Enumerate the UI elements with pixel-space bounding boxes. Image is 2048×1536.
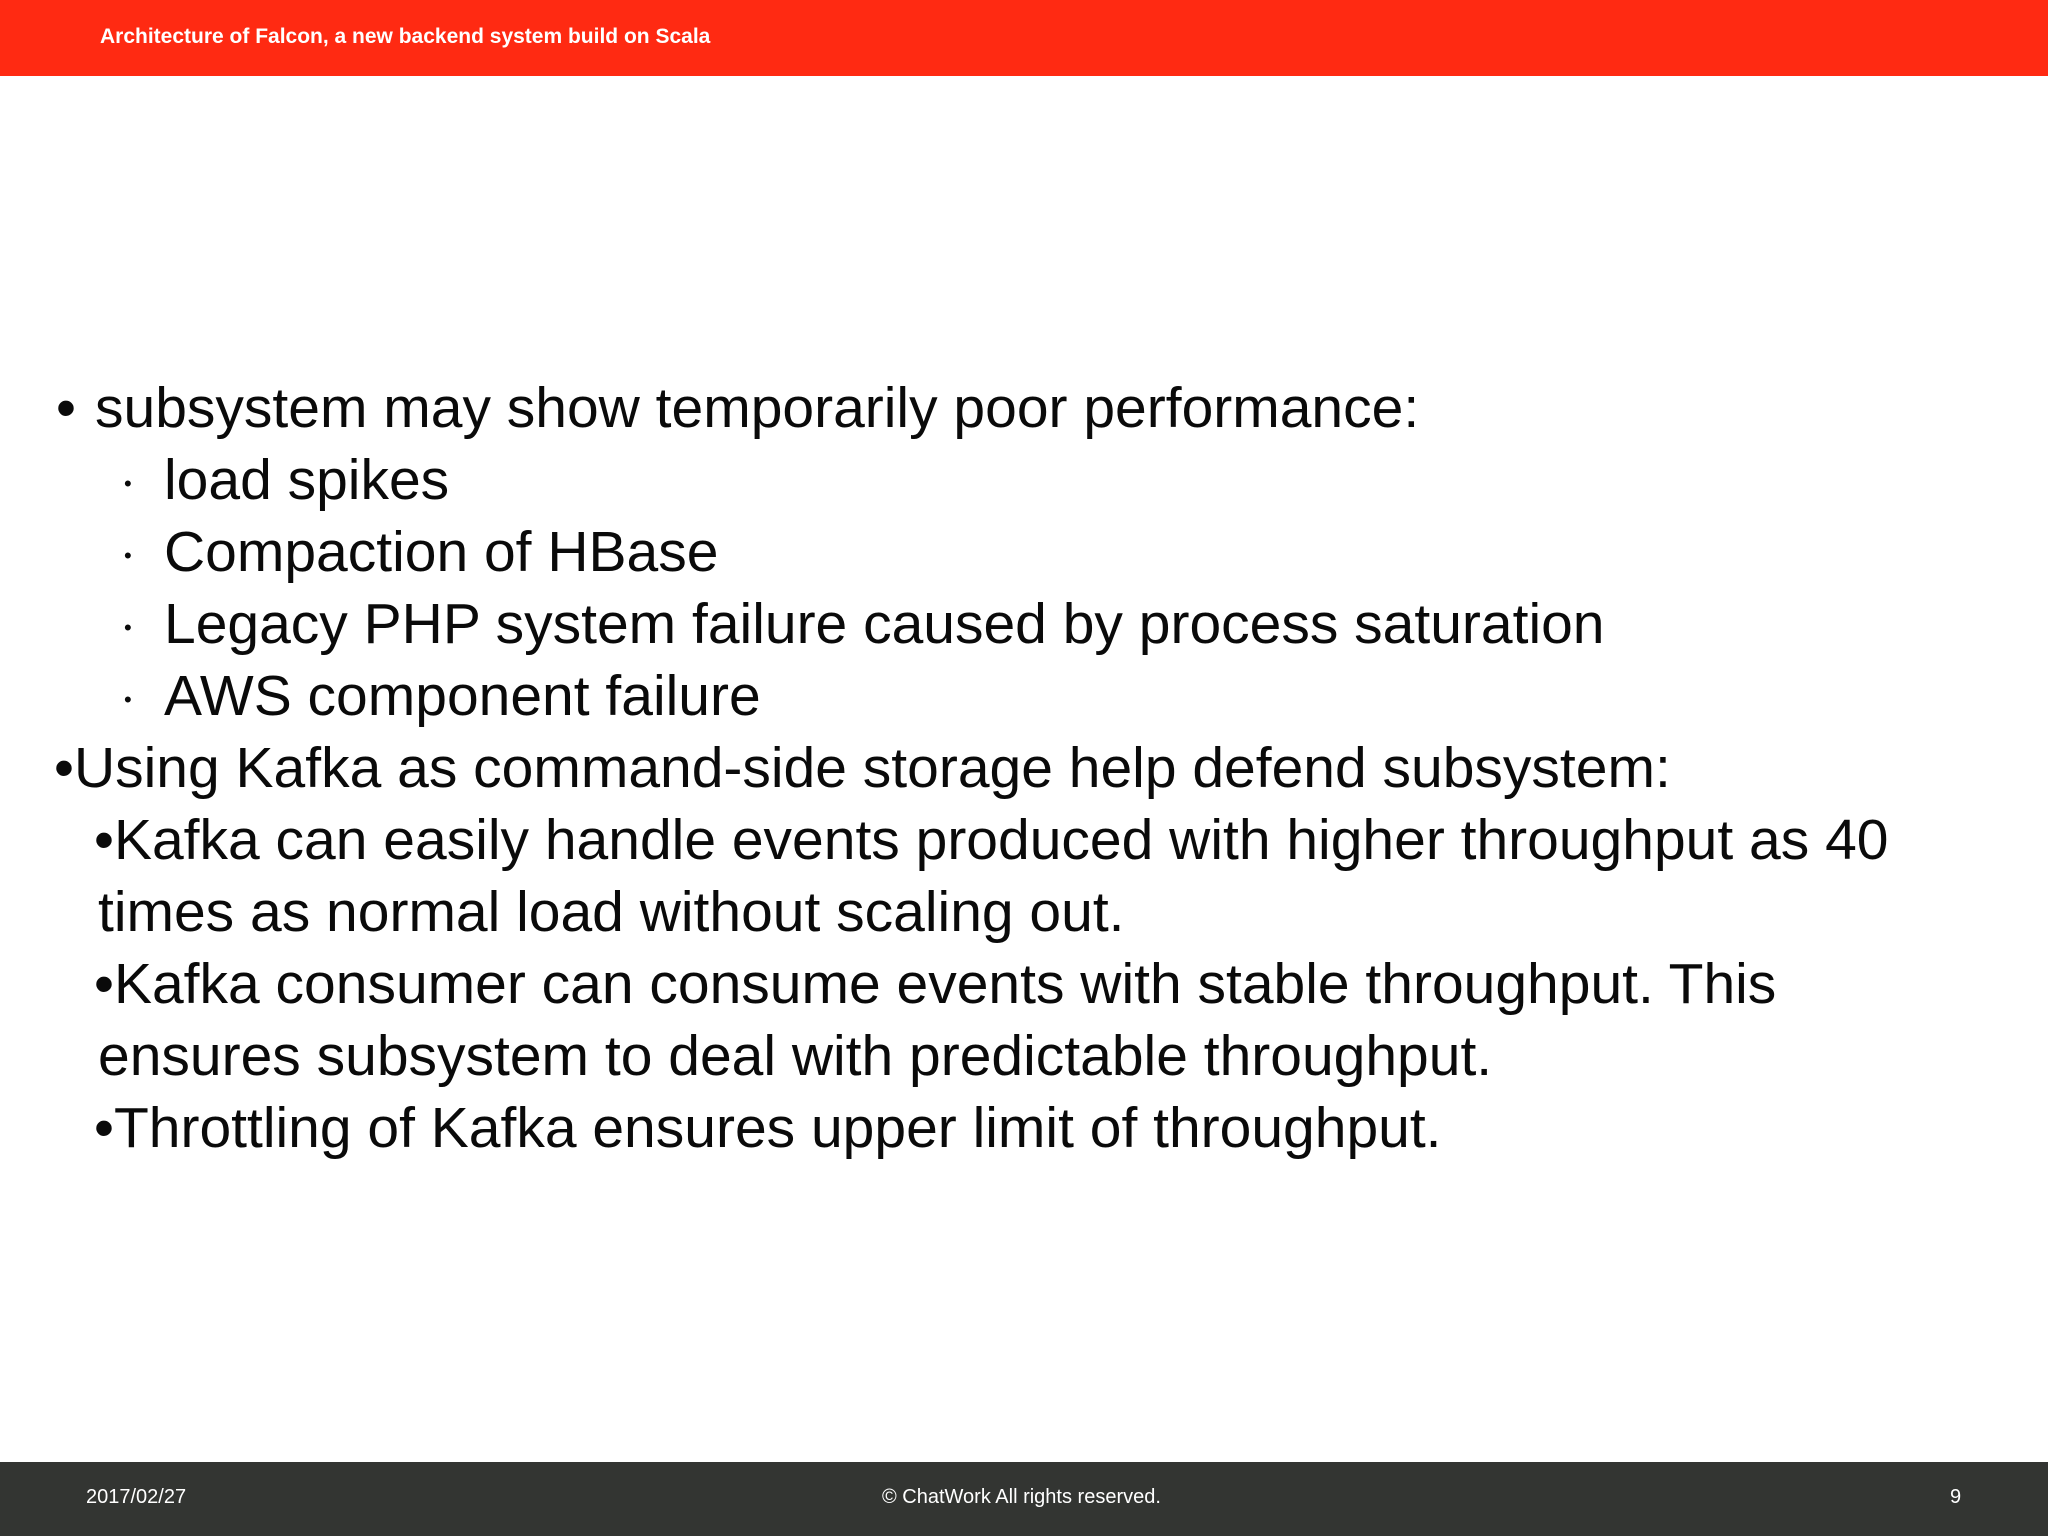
sub-bullet-text-continuation: ensures subsystem to deal with predictable throughput. [98,1024,1493,1088]
sub-bullet-text: •Throttling of Kafka ensures upper limit of throughput. [94,1096,1442,1160]
bullet-text: •Using Kafka as command-side storage help defend subsystem: [54,736,1671,800]
sub-bullet-marker: • [124,687,132,712]
sub-bullet-text: •Kafka consumer can consume events with stable throughput. This [94,952,1777,1016]
sub-bullet-text: Compaction of HBase [164,520,719,584]
footer-page-number: 9 [1950,1486,1962,1508]
sub-bullet-marker: • [124,543,132,568]
slide-header-bar [0,0,2048,76]
bullet-marker: • [56,376,76,440]
slide-content [0,372,2048,1172]
slide-footer-bar [0,1462,2048,1536]
bullet-text: subsystem may show temporarily poor performance: [95,376,1420,440]
footer-date: 2017/02/27 [86,1486,187,1508]
sub-bullet-text-continuation: times as normal load without scaling out. [98,880,1125,944]
sub-bullet-marker: • [124,471,132,496]
sub-bullet-marker: • [124,615,132,640]
sub-bullet-text: •Kafka can easily handle events produced with higher throughput as 40 [94,808,1889,872]
sub-bullet-text: load spikes [164,448,450,512]
slide-header-title: Architecture of Falcon, a new backend system build on Scala [100,25,711,48]
sub-bullet-text: AWS component failure [164,664,761,728]
footer-copyright: © ChatWork All rights reserved. [882,1486,1161,1508]
sub-bullet-text: Legacy PHP system failure caused by process saturation [164,592,1605,656]
